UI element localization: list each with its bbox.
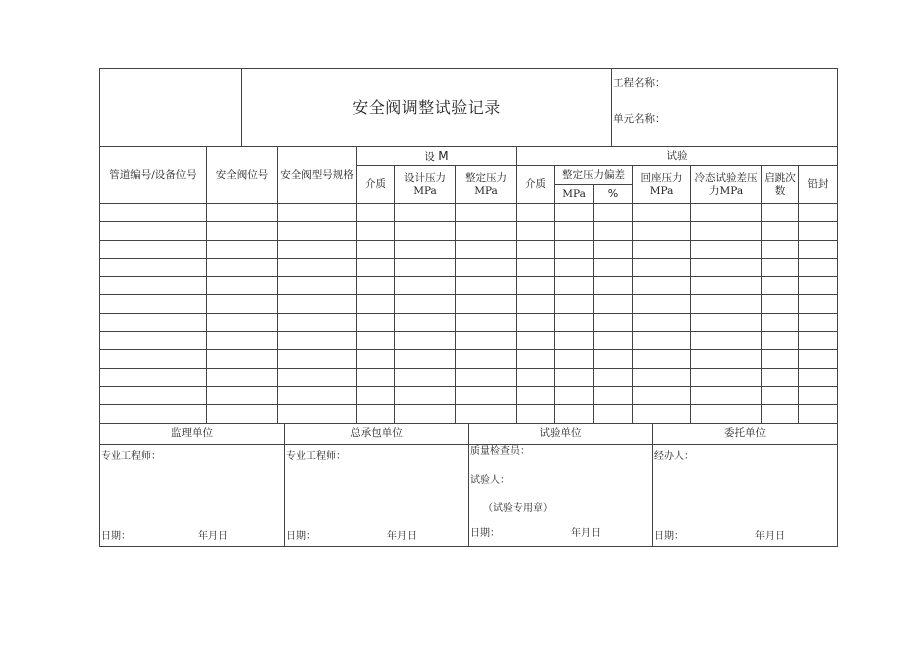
table-cell[interactable] [517, 368, 555, 386]
table-cell[interactable] [633, 332, 691, 350]
table-cell[interactable] [207, 386, 278, 404]
table-cell[interactable] [456, 295, 517, 313]
table-cell[interactable] [278, 222, 357, 240]
table-cell[interactable] [100, 204, 207, 222]
table-cell[interactable] [395, 240, 456, 258]
table-cell[interactable] [799, 405, 838, 423]
table-cell[interactable] [594, 240, 633, 258]
table-cell[interactable] [207, 222, 278, 240]
table-cell[interactable] [357, 204, 395, 222]
table-cell[interactable] [395, 332, 456, 350]
table-row [100, 350, 838, 368]
testunit-inspector-label: 质量检查员： [470, 445, 530, 457]
col-design-group [357, 147, 517, 166]
table-cell[interactable] [357, 295, 395, 313]
table-cell[interactable] [691, 277, 762, 295]
title-block [99, 68, 838, 147]
table-cell[interactable] [594, 204, 633, 222]
testunit-stamp-label: （试验专用章） [483, 502, 553, 514]
sig-testunit-cell [469, 444, 653, 546]
table-row [100, 258, 838, 276]
sig-contractor-title: 总承包单位 [285, 423, 469, 444]
table-cell[interactable] [517, 405, 555, 423]
table-cell[interactable] [799, 332, 838, 350]
record-form [99, 68, 837, 547]
signature-block [99, 423, 838, 547]
table-cell[interactable] [456, 386, 517, 404]
set-pressure-unit: MPa [474, 184, 498, 197]
table-cell[interactable] [799, 295, 838, 313]
set-pressure-label: 整定压力 [465, 171, 508, 184]
table-cell[interactable] [691, 313, 762, 331]
table-cell[interactable] [395, 313, 456, 331]
table-cell[interactable] [278, 313, 357, 331]
table-cell[interactable] [278, 405, 357, 423]
table-cell[interactable] [633, 405, 691, 423]
table-row [100, 240, 838, 258]
table-cell[interactable] [456, 240, 517, 258]
table-cell[interactable] [799, 368, 838, 386]
table-cell[interactable] [357, 258, 395, 276]
table-cell[interactable] [395, 405, 456, 423]
table-cell[interactable] [517, 277, 555, 295]
table-cell[interactable] [395, 295, 456, 313]
col-reseat-pressure [633, 166, 691, 204]
table-cell[interactable] [799, 313, 838, 331]
table-cell[interactable] [555, 240, 594, 258]
table-cell[interactable] [762, 405, 799, 423]
sig-supervision-cell [100, 444, 285, 546]
table-cell[interactable] [594, 332, 633, 350]
table-cell[interactable] [456, 222, 517, 240]
table-cell[interactable] [100, 386, 207, 404]
col-pop-count: 启跳次数 [762, 166, 799, 204]
table-cell[interactable] [594, 313, 633, 331]
table-cell[interactable] [691, 295, 762, 313]
table-cell[interactable] [762, 222, 799, 240]
col-set-pressure [456, 166, 517, 204]
table-cell[interactable] [633, 240, 691, 258]
table-cell[interactable] [357, 222, 395, 240]
table-cell[interactable] [357, 313, 395, 331]
table-row [100, 332, 838, 350]
table-cell[interactable] [633, 295, 691, 313]
table-row [100, 222, 838, 240]
col-valve-spec: 安全阀型号规格 [278, 147, 357, 204]
table-cell[interactable] [555, 405, 594, 423]
table-cell[interactable] [691, 240, 762, 258]
table-cell[interactable] [594, 295, 633, 313]
table-cell[interactable] [517, 332, 555, 350]
table-cell[interactable] [456, 313, 517, 331]
table-cell[interactable] [517, 204, 555, 222]
testunit-date-label: 日期： [470, 527, 500, 539]
table-cell[interactable] [594, 368, 633, 386]
table-cell[interactable] [799, 204, 838, 222]
table-cell[interactable] [633, 277, 691, 295]
table-cell[interactable] [633, 350, 691, 368]
table-cell[interactable] [691, 386, 762, 404]
table-cell[interactable] [594, 386, 633, 404]
project-name-label: 工程名称： [613, 77, 666, 89]
table-cell[interactable] [357, 368, 395, 386]
table-cell[interactable] [207, 350, 278, 368]
testunit-ymd: 年月日 [571, 527, 601, 539]
table-cell[interactable] [555, 350, 594, 368]
table-row [100, 204, 838, 222]
table-cell[interactable] [357, 332, 395, 350]
table-cell[interactable] [100, 277, 207, 295]
supervision-date-label: 日期： [101, 530, 131, 542]
table-cell[interactable] [633, 386, 691, 404]
table-cell[interactable] [799, 277, 838, 295]
table-cell[interactable] [762, 350, 799, 368]
table-cell[interactable] [594, 350, 633, 368]
table-cell[interactable] [278, 350, 357, 368]
table-cell[interactable] [594, 258, 633, 276]
table-cell[interactable] [207, 368, 278, 386]
supervision-engineer-label: 专业工程师： [101, 450, 161, 462]
table-cell[interactable] [456, 204, 517, 222]
table-cell[interactable] [100, 332, 207, 350]
contractor-engineer-label: 专业工程师： [286, 450, 346, 462]
table-cell[interactable] [799, 222, 838, 240]
table-cell[interactable] [762, 295, 799, 313]
client-ymd: 年月日 [755, 530, 785, 542]
table-cell[interactable] [357, 240, 395, 258]
table-cell[interactable] [799, 258, 838, 276]
table-cell[interactable] [555, 277, 594, 295]
table-cell[interactable] [395, 350, 456, 368]
table-cell[interactable] [278, 295, 357, 313]
table-cell[interactable] [100, 405, 207, 423]
supervision-ymd: 年月日 [198, 530, 228, 542]
col-cold-diff: 冷态试验差压力MPa [691, 166, 762, 204]
table-cell[interactable] [100, 313, 207, 331]
form-title: 安全阀调整试验记录 [242, 69, 612, 147]
table-cell[interactable] [207, 204, 278, 222]
table-cell[interactable] [207, 313, 278, 331]
table-cell[interactable] [691, 222, 762, 240]
sig-testunit-title: 试验单位 [469, 423, 653, 444]
design-group-suffix: M [438, 148, 449, 163]
testunit-tester-label: 试验人： [470, 474, 510, 486]
reseat-pressure-unit: MPa [649, 184, 674, 197]
table-cell[interactable] [517, 222, 555, 240]
table-cell[interactable] [278, 240, 357, 258]
table-cell[interactable] [517, 258, 555, 276]
client-agent-label: 经办人： [654, 450, 694, 462]
table-cell[interactable] [762, 277, 799, 295]
table-cell[interactable] [456, 368, 517, 386]
table-cell[interactable] [762, 332, 799, 350]
sig-supervision-title: 监理单位 [100, 423, 285, 444]
col-seal: 铅封 [799, 166, 838, 204]
table-cell[interactable] [633, 313, 691, 331]
table-cell[interactable] [633, 368, 691, 386]
col-set-deviation: 整定压力偏差 [555, 166, 633, 185]
table-row [100, 277, 838, 295]
table-cell[interactable] [456, 332, 517, 350]
table-cell[interactable] [691, 258, 762, 276]
table-cell[interactable] [555, 204, 594, 222]
table-cell[interactable] [456, 405, 517, 423]
table-cell[interactable] [594, 222, 633, 240]
table-cell[interactable] [517, 295, 555, 313]
col-pipe-no: 管道编号/设备位号 [100, 147, 207, 204]
col-set-deviation-mpa: MPa [555, 185, 594, 204]
table-cell[interactable] [207, 240, 278, 258]
col-design-medium: 介质 [357, 166, 395, 204]
table-cell[interactable] [357, 350, 395, 368]
col-test-medium: 介质 [517, 166, 555, 204]
table-cell[interactable] [762, 258, 799, 276]
table-cell[interactable] [278, 258, 357, 276]
table-cell[interactable] [633, 204, 691, 222]
table-cell[interactable] [395, 204, 456, 222]
table-cell[interactable] [207, 258, 278, 276]
table-cell[interactable] [278, 332, 357, 350]
table-cell[interactable] [555, 258, 594, 276]
table-cell[interactable] [691, 405, 762, 423]
unit-name-label: 单元名称： [613, 113, 666, 125]
table-cell[interactable] [357, 277, 395, 295]
client-date-label: 日期： [654, 530, 684, 542]
table-row [100, 368, 838, 386]
design-pressure-unit: MPa [413, 184, 437, 197]
table-cell[interactable] [100, 368, 207, 386]
table-cell[interactable] [517, 386, 555, 404]
test-table [99, 146, 838, 424]
table-cell[interactable] [633, 258, 691, 276]
table-cell[interactable] [555, 313, 594, 331]
table-cell[interactable] [799, 350, 838, 368]
table-cell[interactable] [456, 277, 517, 295]
table-cell[interactable] [278, 368, 357, 386]
table-cell[interactable] [555, 386, 594, 404]
table-cell[interactable] [395, 277, 456, 295]
table-cell[interactable] [691, 332, 762, 350]
table-cell[interactable] [278, 386, 357, 404]
design-group-prefix: 设 [424, 150, 435, 163]
table-cell[interactable] [762, 204, 799, 222]
logo-cell [100, 69, 242, 147]
table-cell[interactable] [762, 313, 799, 331]
sig-client-title: 委托单位 [653, 423, 838, 444]
table-cell[interactable] [555, 295, 594, 313]
table-cell[interactable] [100, 240, 207, 258]
table-cell[interactable] [278, 204, 357, 222]
table-cell[interactable] [762, 240, 799, 258]
table-row [100, 405, 838, 423]
col-set-deviation-pct: % [594, 185, 633, 204]
contractor-ymd: 年月日 [387, 530, 417, 542]
table-cell[interactable] [633, 222, 691, 240]
table-cell[interactable] [691, 204, 762, 222]
table-cell[interactable] [799, 240, 838, 258]
table-cell[interactable] [555, 332, 594, 350]
table-cell[interactable] [799, 386, 838, 404]
table-cell[interactable] [517, 350, 555, 368]
table-cell[interactable] [456, 258, 517, 276]
col-test-group: 试验 [517, 147, 838, 166]
table-cell[interactable] [395, 368, 456, 386]
data-rows [100, 204, 838, 424]
project-info-cell [612, 69, 838, 147]
table-cell[interactable] [100, 258, 207, 276]
table-cell[interactable] [207, 277, 278, 295]
reseat-pressure-label: 回座压力 [640, 171, 683, 184]
table-cell[interactable] [357, 386, 395, 404]
table-cell[interactable] [555, 368, 594, 386]
table-cell[interactable] [395, 258, 456, 276]
contractor-date-label: 日期： [286, 530, 316, 542]
table-cell[interactable] [357, 405, 395, 423]
table-cell[interactable] [100, 222, 207, 240]
table-cell[interactable] [395, 222, 456, 240]
table-row [100, 295, 838, 313]
table-cell[interactable] [555, 222, 594, 240]
table-cell[interactable] [395, 386, 456, 404]
table-cell[interactable] [691, 368, 762, 386]
table-cell[interactable] [456, 350, 517, 368]
col-valve-no: 安全阀位号 [207, 147, 278, 204]
col-design-pressure [395, 166, 456, 204]
sig-client-cell [653, 444, 838, 546]
table-row [100, 386, 838, 404]
table-cell[interactable] [207, 295, 278, 313]
table-row [100, 313, 838, 331]
table-cell[interactable] [517, 240, 555, 258]
table-cell[interactable] [207, 405, 278, 423]
table-cell[interactable] [100, 295, 207, 313]
table-cell[interactable] [762, 386, 799, 404]
table-cell[interactable] [691, 350, 762, 368]
sig-contractor-cell [285, 444, 469, 546]
table-cell[interactable] [207, 332, 278, 350]
table-cell[interactable] [278, 277, 357, 295]
table-cell[interactable] [100, 350, 207, 368]
table-cell[interactable] [517, 313, 555, 331]
table-cell[interactable] [762, 368, 799, 386]
table-cell[interactable] [594, 405, 633, 423]
table-cell[interactable] [594, 277, 633, 295]
design-pressure-label: 设计压力 [404, 171, 446, 184]
